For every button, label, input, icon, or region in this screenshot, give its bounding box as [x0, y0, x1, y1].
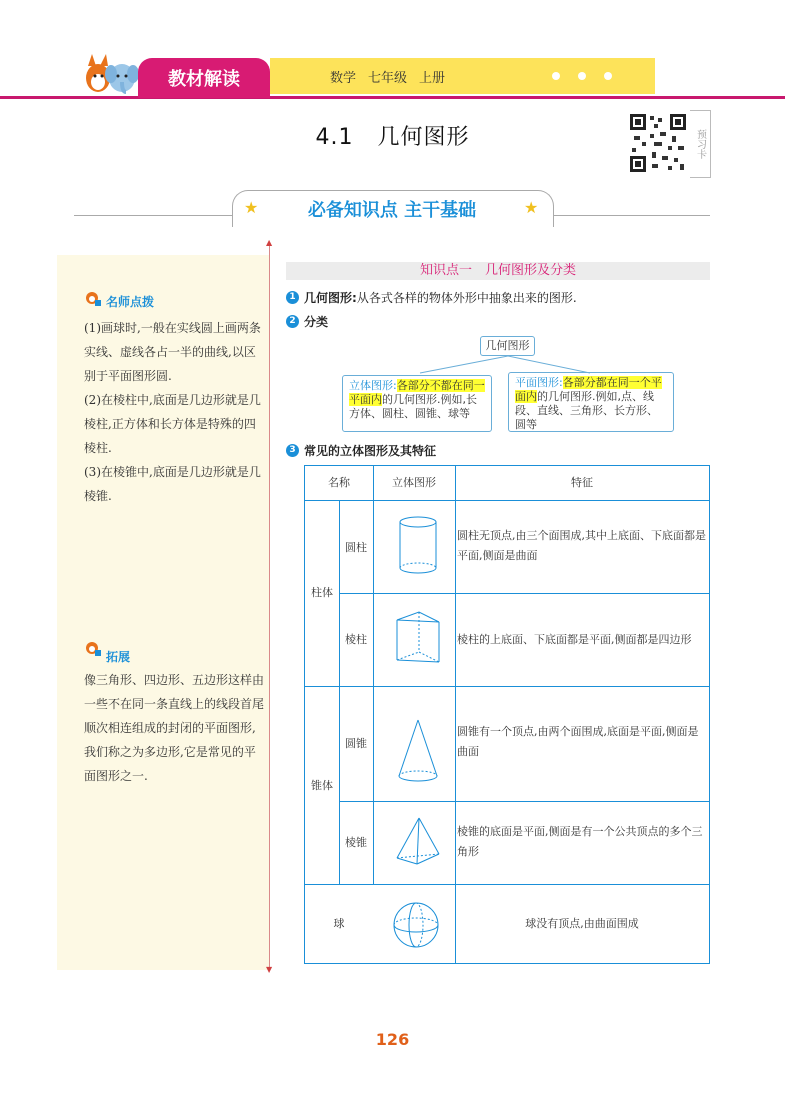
row-name-cylinder: 圆柱	[345, 541, 367, 554]
tree-right-rest: 的几何图形.例如,点、线段、直线、三角形、长方形、圆等	[515, 390, 658, 431]
title-number: 4.1	[315, 125, 354, 150]
page-number: 126	[375, 1030, 410, 1049]
banner-title: 必备知识点 主干基础	[307, 200, 477, 221]
group-cone-pyramid: 锥体	[311, 779, 333, 792]
item-label: 分类	[304, 315, 329, 329]
tree-root: 几何图形	[480, 336, 535, 356]
item-label: 常见的立体图形及其特征	[304, 444, 437, 458]
teacher-icon	[84, 290, 102, 308]
extend-icon	[84, 640, 102, 658]
header-subject: 数学	[330, 70, 357, 86]
row-name-pyramid: 棱锥	[345, 836, 367, 849]
table-rule	[305, 686, 709, 687]
title-text: 几何图形	[377, 125, 470, 150]
item-text: 从各式各样的物体外形中抽象出来的图形.	[356, 291, 577, 305]
pyramid-figure	[389, 814, 449, 870]
tree-left-rest: 的几何图形.例如,长方体、圆柱、圆锥、球等	[349, 393, 477, 420]
table-rule	[455, 466, 456, 964]
cone-figure	[393, 716, 443, 786]
row-feature-sphere: 球没有顶点,由曲面围成	[525, 917, 639, 930]
tree-right-label: 平面图形:	[515, 376, 563, 389]
qr-code-icon	[628, 112, 688, 174]
row-name-sphere: 球	[333, 917, 345, 930]
extend-title: 拓展	[106, 650, 131, 664]
tree-solid-figures	[342, 375, 492, 432]
header-volume: 上册	[419, 70, 446, 86]
cylinder-figure	[393, 514, 443, 578]
section-tab	[138, 58, 270, 98]
header-grade: 七年级	[368, 70, 408, 86]
tip-item: (1)画球时,一般在实线圆上画两条实线、虚线各占一半的曲线,以区别于平面图形圆.	[84, 321, 261, 383]
row-name-cone: 圆锥	[345, 737, 367, 750]
tip-item: (2)在棱柱中,底面是几边形就是几棱柱,正方体和长方体是特殊的四棱柱.	[84, 393, 261, 455]
table-rule	[305, 500, 709, 501]
qr-side-label: 预习卡	[690, 110, 711, 178]
item-common-solids	[304, 442, 436, 459]
knowledge-point-bar: 知识点一 几何图形及分类	[286, 262, 710, 280]
decor-dot	[552, 72, 560, 80]
tree-left-label: 立体图形:	[349, 379, 397, 392]
sidebar-divider	[269, 244, 270, 969]
mascot-icon	[80, 52, 138, 96]
arrow-down-icon: ▼	[266, 965, 273, 974]
tree-left-highlight: 各部分不都在同一平面内	[349, 379, 485, 406]
star-icon: ★	[244, 198, 259, 217]
header-rule	[0, 96, 785, 99]
item-number-badge: 3	[286, 444, 299, 457]
table-rule	[339, 801, 709, 802]
decor-dot	[604, 72, 612, 80]
item-number-badge: 1	[286, 291, 299, 304]
tip-list	[84, 316, 264, 508]
sphere-figure	[391, 900, 441, 950]
prism-figure	[389, 608, 449, 668]
row-feature-pyramid: 棱锥的底面是平面,侧面是有一个公共顶点的多个三角形	[457, 825, 703, 858]
table-rule	[373, 500, 374, 884]
star-icon: ★	[524, 198, 539, 217]
row-feature-cylinder: 圆柱无顶点,由三个面围成,其中上底面、下底面都是平面,侧面是曲面	[457, 529, 706, 562]
row-feature-cone: 圆锥有一个顶点,由两个面围成,底面是平面,侧面是曲面	[457, 725, 699, 758]
decor-dot	[578, 72, 586, 80]
tip-item: (3)在棱锥中,底面是几边形就是几棱锥.	[84, 465, 261, 503]
tree-plane-figures	[508, 372, 674, 432]
item-label: 几何图形:	[304, 291, 357, 305]
table-rule	[305, 884, 709, 885]
section-tab-label: 教材解读	[168, 69, 240, 90]
arrow-up-icon: ▲	[266, 238, 273, 247]
row-name-prism: 棱柱	[345, 633, 367, 646]
header-info-bar	[270, 58, 655, 94]
solids-table	[304, 465, 710, 964]
item-definition	[304, 289, 577, 306]
item-classification	[304, 313, 328, 330]
tree-right-highlight: 各部分都在同一个平面内	[515, 376, 662, 403]
table-header-figure: 立体图形	[392, 476, 436, 489]
table-rule	[339, 593, 709, 594]
row-feature-prism: 棱柱的上底面、下底面都是平面,侧面都是四边形	[457, 633, 692, 646]
tip-title: 名师点拨	[106, 295, 155, 309]
table-header-name: 名称	[328, 476, 350, 489]
item-number-badge: 2	[286, 315, 299, 328]
group-prism-cylinder: 柱体	[311, 586, 333, 599]
table-header-feature: 特征	[571, 476, 593, 489]
extend-text: 像三角形、四边形、五边形这样由一些不在同一条直线上的线段首尾顺次相连组成的封闭的平面图形,我们称之为多边形,它是常见的平面图形之一.	[84, 673, 265, 783]
